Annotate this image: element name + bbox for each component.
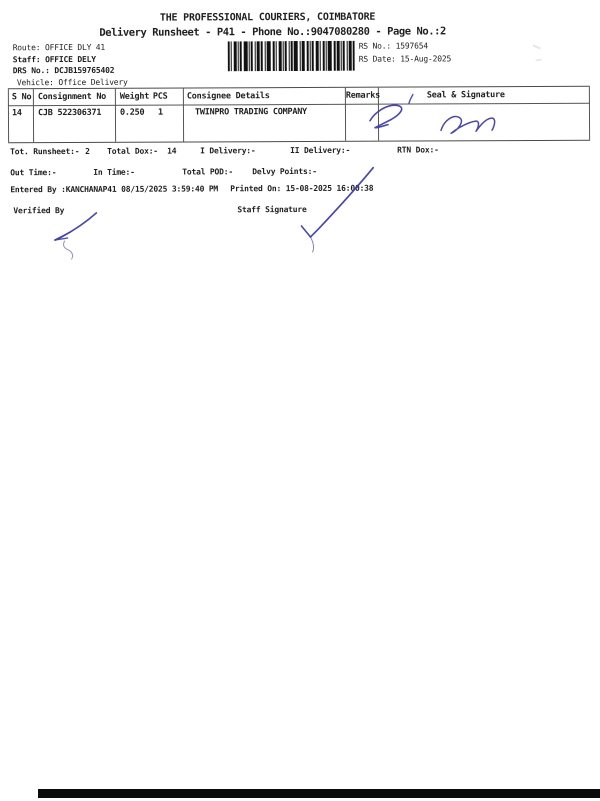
rs-date-value: 15-Aug-2025 bbox=[400, 54, 452, 64]
total-pod-label: Total POD:- bbox=[182, 167, 234, 177]
rs-date-label: RS Date: bbox=[358, 54, 396, 64]
scan-smudge bbox=[536, 58, 542, 61]
runsheet-subtitle: Delivery Runsheet - P41 - Phone No.:9047080280 - Page No.:2 bbox=[99, 25, 446, 39]
total-dox-value: 14 bbox=[167, 146, 177, 156]
staff-label: Staff: bbox=[12, 54, 41, 64]
col-header-weight: Weight bbox=[119, 91, 150, 102]
total-dox-label: Total Dox:- bbox=[107, 146, 158, 156]
table-border bbox=[183, 89, 184, 142]
staff-signature-label: Staff Signature bbox=[237, 204, 307, 215]
delvy-points-label: Delvy Points:- bbox=[252, 166, 317, 177]
col-header-consignee: Consignee Details bbox=[186, 91, 270, 102]
cell-pcs: 1 bbox=[157, 107, 163, 118]
staff-line bbox=[13, 54, 96, 63]
company-title: THE PROFESSIONAL COURIERS, COIMBATORE bbox=[159, 11, 376, 24]
cell-sno: 14 bbox=[11, 108, 22, 119]
table-border bbox=[115, 89, 116, 142]
verified-by-label: Verified By bbox=[13, 206, 65, 216]
tot-runsheet-label: Tot. Runsheet:- bbox=[10, 146, 80, 157]
table-border bbox=[589, 87, 590, 140]
drs-value: DCJB159765402 bbox=[54, 65, 115, 76]
entered-by-text: Entered By :KANCHANAP41 08/15/2025 3:59:40 PM bbox=[10, 184, 219, 195]
out-time-label: Out Time:- bbox=[10, 168, 57, 178]
table-border bbox=[33, 89, 34, 142]
drs-line bbox=[13, 66, 115, 75]
col-header-seal: Seal & Signature bbox=[426, 90, 505, 101]
table-border bbox=[8, 103, 590, 107]
table-border bbox=[8, 89, 9, 142]
col-header-remarks: Remarks bbox=[345, 90, 380, 101]
consignment-table bbox=[8, 86, 590, 144]
cell-consignee: TWINPRO TRADING COMPANY bbox=[194, 106, 307, 118]
vehicle-value: Office Delivery bbox=[58, 77, 128, 87]
scan-edge-bar bbox=[38, 789, 600, 798]
col-header-pcs: PCS bbox=[152, 91, 168, 102]
cell-consignment: CJB 522306371 bbox=[37, 107, 102, 119]
vehicle-label: Vehicle: bbox=[16, 77, 54, 87]
printed-on-text: Printed On: 15-08-2025 16:00:38 bbox=[230, 183, 374, 194]
rs-date-line bbox=[359, 54, 451, 63]
drs-label: DRS No.: bbox=[12, 66, 50, 76]
barcode-icon bbox=[228, 41, 355, 72]
cell-weight: 0.250 bbox=[119, 107, 145, 118]
verified-signature-icon bbox=[54, 213, 96, 259]
staff-value: OFFICE DELY bbox=[45, 54, 96, 64]
route-line bbox=[13, 43, 105, 52]
rs-no-label: RS No.: bbox=[358, 41, 392, 51]
col-header-consignment: Consignment No bbox=[37, 91, 107, 103]
rs-no-line bbox=[359, 41, 428, 50]
staff-signature-icon bbox=[301, 168, 373, 252]
in-time-label: In Time:- bbox=[93, 167, 135, 177]
col-header-sno: S No bbox=[11, 92, 32, 103]
ii-delivery-label: II Delivery:- bbox=[290, 145, 351, 156]
route-label: Route: bbox=[12, 43, 41, 53]
scan-smudge bbox=[533, 44, 541, 49]
tot-runsheet-value: 2 bbox=[85, 146, 90, 156]
rs-no-value: 1597654 bbox=[395, 41, 428, 51]
vehicle-line bbox=[17, 77, 128, 86]
rtn-dox-label: RTN Dox:- bbox=[397, 145, 439, 155]
route-value: OFFICE DLY 41 bbox=[44, 42, 106, 53]
i-delivery-label: I Delivery:- bbox=[200, 146, 256, 156]
